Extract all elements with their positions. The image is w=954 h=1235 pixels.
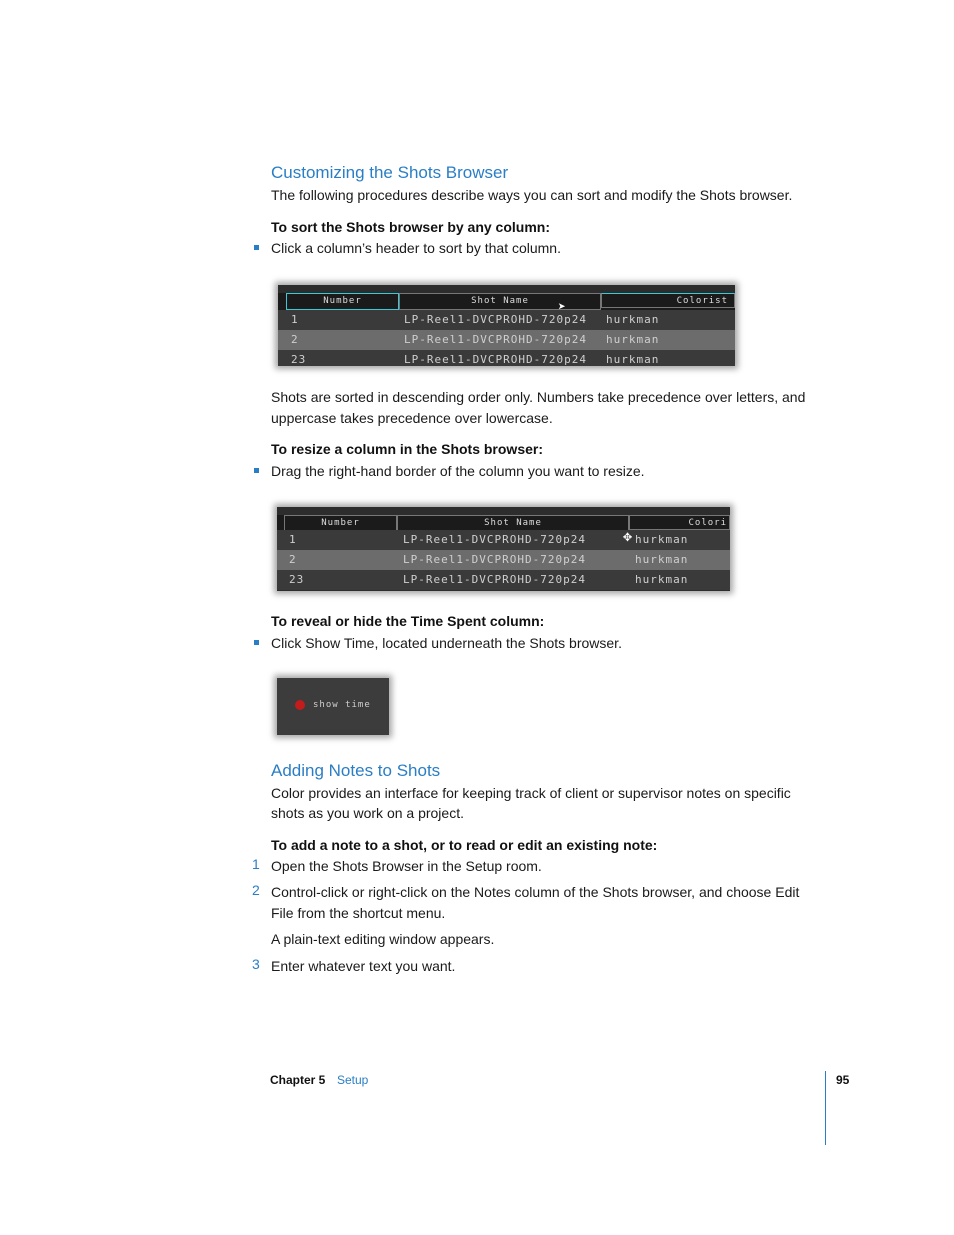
header-row bbox=[278, 293, 735, 310]
column-header-number[interactable]: Number bbox=[286, 293, 399, 310]
sort-note-line2: uppercase takes precedence over lowercase. bbox=[271, 410, 553, 426]
step-text-continued: File from the shortcut menu. bbox=[271, 905, 446, 921]
cell-number: 2 bbox=[289, 553, 297, 566]
sort-note-line1: Shots are sorted in descending order only. Numbers take precedence over letters, and bbox=[271, 389, 806, 405]
step-result: A plain-text editing window appears. bbox=[271, 931, 495, 947]
task-title-sort: To sort the Shots browser by any column: bbox=[271, 219, 550, 235]
footer-divider bbox=[825, 1071, 826, 1145]
show-time-label[interactable]: show time bbox=[313, 700, 371, 710]
cell-colorist: hurkman bbox=[635, 533, 689, 546]
table-row[interactable] bbox=[278, 310, 735, 330]
cell-colorist: hurkman bbox=[606, 313, 660, 326]
task-step-sort: Click a column’s header to sort by that column. bbox=[271, 240, 561, 256]
table-row[interactable] bbox=[277, 527, 730, 550]
arrow-cursor-icon: ➤ bbox=[558, 300, 566, 315]
task-title-add-note: To add a note to a shot, or to read or edit an existing note: bbox=[271, 837, 658, 853]
cell-shot-name: LP-Reel1-DVCPROHD-720p24 bbox=[404, 353, 587, 366]
cell-shot-name: LP-Reel1-DVCPROHD-720p24 bbox=[403, 553, 586, 566]
cell-colorist: hurkman bbox=[606, 333, 660, 346]
cell-shot-name: LP-Reel1-DVCPROHD-720p24 bbox=[404, 313, 587, 326]
bullet-icon bbox=[254, 245, 259, 250]
footer-chapter: Chapter 5 bbox=[270, 1073, 326, 1087]
notes-intro-line1: Color provides an interface for keeping track of client or supervisor notes on specific bbox=[271, 785, 791, 801]
shots-browser-screenshot-sort bbox=[278, 285, 735, 366]
table-row[interactable] bbox=[277, 550, 730, 570]
cell-number: 23 bbox=[291, 353, 307, 366]
column-header-colorist[interactable]: Colorist bbox=[601, 293, 735, 308]
bullet-icon bbox=[254, 640, 259, 645]
cell-shot-name: LP-Reel1-DVCPROHD-720p24 bbox=[403, 573, 586, 586]
task-step-resize: Drag the right-hand border of the column you want to resize. bbox=[271, 463, 645, 479]
cell-colorist: hurkman bbox=[606, 353, 660, 366]
footer-section-link[interactable]: Setup bbox=[337, 1073, 369, 1087]
step-text: Control-click or right-click on the Notes column of the Shots browser, and choose Edit bbox=[271, 884, 800, 900]
step-number: 2 bbox=[252, 882, 260, 898]
step-text: Open the Shots Browser in the Setup room. bbox=[271, 858, 542, 874]
section-heading-notes: Adding Notes to Shots bbox=[271, 761, 441, 780]
intro-paragraph: The following procedures describe ways you can sort and modify the Shots browser. bbox=[271, 187, 793, 203]
step-number: 1 bbox=[252, 856, 260, 872]
table-row[interactable] bbox=[278, 350, 735, 366]
column-header-number[interactable]: Number bbox=[284, 515, 397, 532]
task-step-time-spent: Click Show Time, located underneath the Shots browser. bbox=[271, 635, 622, 651]
cell-number: 2 bbox=[291, 333, 299, 346]
column-header-shot-name[interactable]: Shot Name bbox=[399, 293, 601, 310]
page-number: 95 bbox=[836, 1073, 850, 1087]
bullet-icon bbox=[254, 468, 259, 473]
resize-cursor-icon: ✥ bbox=[623, 527, 633, 545]
show-time-screenshot bbox=[277, 678, 389, 735]
cell-number: 1 bbox=[289, 533, 297, 546]
table-row[interactable] bbox=[277, 570, 730, 590]
cell-shot-name: LP-Reel1-DVCPROHD-720p24 bbox=[403, 533, 586, 546]
table-row[interactable] bbox=[278, 330, 735, 350]
task-title-time-spent: To reveal or hide the Time Spent column: bbox=[271, 613, 545, 629]
checkbox-icon[interactable] bbox=[295, 700, 305, 710]
cell-colorist: hurkman bbox=[635, 573, 689, 586]
cell-number: 1 bbox=[291, 313, 299, 326]
column-header-colorist[interactable]: Colori bbox=[629, 515, 730, 530]
task-title-resize: To resize a column in the Shots browser: bbox=[271, 441, 544, 457]
section-heading-customizing: Customizing the Shots Browser bbox=[271, 163, 509, 182]
cell-number: 23 bbox=[289, 573, 305, 586]
step-number: 3 bbox=[252, 956, 260, 972]
column-header-shot-name[interactable]: Shot Name bbox=[397, 515, 629, 532]
cell-shot-name: LP-Reel1-DVCPROHD-720p24 bbox=[404, 333, 587, 346]
notes-intro-line2: shots as you work on a project. bbox=[271, 805, 464, 821]
step-text: Enter whatever text you want. bbox=[271, 958, 456, 974]
cell-colorist: hurkman bbox=[635, 553, 689, 566]
shots-browser-screenshot-resize bbox=[277, 507, 730, 591]
